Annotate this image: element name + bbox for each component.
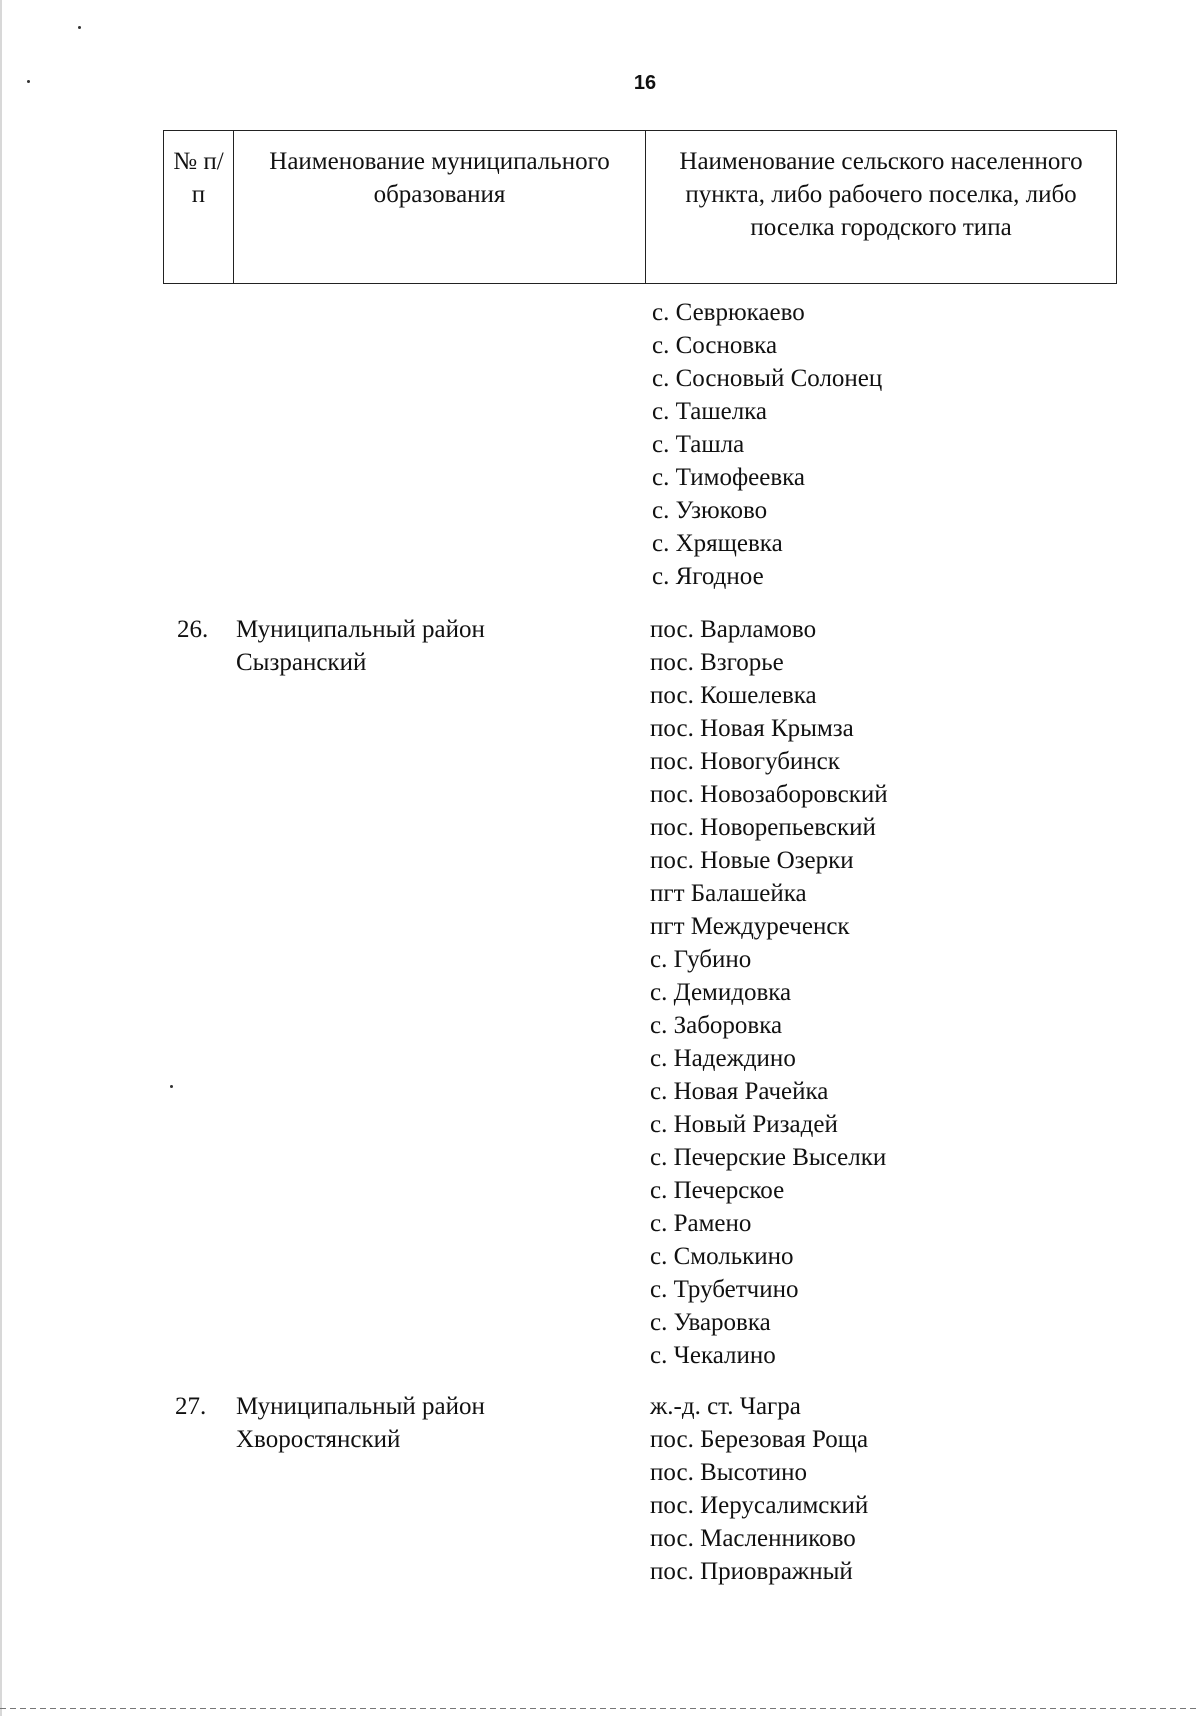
settlement-item: пос. Березовая Роща bbox=[650, 1426, 869, 1453]
settlement-item: пос. Высотино bbox=[650, 1459, 808, 1486]
page-number: 16 bbox=[633, 72, 657, 94]
row-number: 27. bbox=[175, 1393, 207, 1420]
settlement-item: с. Узюково bbox=[652, 497, 768, 524]
settlement-item: пос. Иерусалимский bbox=[650, 1492, 869, 1519]
settlement-list bbox=[652, 296, 882, 593]
scan-speck bbox=[170, 1085, 173, 1088]
settlement-item: с. Ташелка bbox=[652, 398, 768, 425]
settlement-item: с. Печерское bbox=[650, 1177, 785, 1204]
header-municipality: Наименование муниципального образования bbox=[234, 131, 646, 284]
settlement-item: с. Губино bbox=[650, 946, 752, 973]
settlement-list bbox=[650, 613, 888, 1372]
settlement-item: пос. Приовражный bbox=[650, 1558, 853, 1585]
settlement-item: с. Новая Рачейка bbox=[650, 1078, 829, 1105]
settlement-item: с. Печерские Выселки bbox=[650, 1144, 887, 1171]
row-number: 26. bbox=[177, 616, 209, 643]
settlement-item: с. Надеждино bbox=[650, 1045, 796, 1072]
settlement-item: пос. Кошелевка bbox=[650, 682, 817, 709]
settlement-item: пос. Взгорье bbox=[650, 649, 784, 676]
settlement-item: с. Тимофеевка bbox=[652, 464, 806, 491]
header-settlement: Наименование сельского населенного пункта, либо рабочего поселка, либо поселка городского типа bbox=[646, 131, 1117, 284]
row-municipality: Муниципальный район Хворостянский bbox=[236, 1393, 485, 1453]
scan-bottom-edge bbox=[0, 1708, 1200, 1709]
row-municipality: Муниципальный район Сызранский bbox=[236, 616, 485, 676]
settlement-item: пос. Новая Крымза bbox=[650, 715, 854, 742]
settlement-item: с. Ягодное bbox=[652, 563, 764, 590]
settlement-item: с. Чекалино bbox=[650, 1342, 776, 1369]
settlement-item: пос. Новогубинск bbox=[650, 748, 840, 775]
settlement-item: с. Трубетчино bbox=[650, 1276, 799, 1303]
settlement-item: пгт Балашейка bbox=[650, 880, 807, 907]
settlement-item: с. Рамено bbox=[650, 1210, 752, 1237]
scan-speck bbox=[78, 26, 81, 29]
settlement-item: пос. Новые Озерки bbox=[650, 847, 854, 874]
settlement-item: с. Демидовка bbox=[650, 979, 792, 1006]
settlement-item: с. Севрюкаево bbox=[652, 299, 805, 326]
settlement-item: пгт Междуреченск bbox=[650, 913, 850, 940]
settlement-item: пос. Варламово bbox=[650, 616, 817, 643]
settlement-item: с. Ташла bbox=[652, 431, 745, 458]
settlement-item: с. Смолькино bbox=[650, 1243, 794, 1270]
settlement-item: ж.-д. ст. Чагра bbox=[650, 1393, 801, 1420]
settlement-item: с. Заборовка bbox=[650, 1012, 783, 1039]
settlement-item: пос. Новозаборовский bbox=[650, 781, 888, 808]
settlement-item: с. Хрящевка bbox=[652, 530, 783, 557]
settlement-item: с. Сосновка bbox=[652, 332, 778, 359]
settlement-list bbox=[650, 1390, 868, 1588]
settlement-item: пос. Масленниково bbox=[650, 1525, 856, 1552]
table-header bbox=[163, 130, 1117, 284]
scan-edge bbox=[0, 0, 2, 1716]
settlement-item: с. Уваровка bbox=[650, 1309, 771, 1336]
settlement-item: пос. Новорепьевский bbox=[650, 814, 876, 841]
scan-speck bbox=[27, 80, 30, 83]
settlement-item: с. Новый Ризадей bbox=[650, 1111, 838, 1138]
header-number: № п/п bbox=[164, 131, 234, 284]
settlement-item: с. Сосновый Солонец bbox=[652, 365, 883, 392]
